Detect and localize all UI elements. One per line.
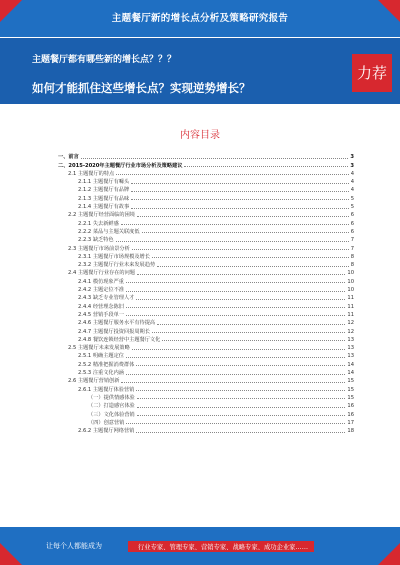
report-footer-band: [0, 527, 400, 565]
toc-entry-title: 2.5.1 明确主题定位: [78, 353, 124, 360]
toc-leader-dots: [126, 290, 345, 292]
toc-entry[interactable]: [58, 193, 354, 201]
toc-entry-title: 2.4.8 餐饮连锁经营中主题餐厅文化: [78, 336, 161, 343]
toc-entry[interactable]: [58, 243, 354, 251]
toc-heading: 内容目录: [180, 130, 220, 141]
toc-leader-dots: [131, 190, 349, 192]
corner-decoration: [0, 0, 22, 22]
toc-entry[interactable]: [58, 293, 354, 301]
toc-entry[interactable]: [58, 185, 354, 193]
toc-entry[interactable]: [58, 401, 354, 409]
toc-entry-title: 2.1.2 主题餐厅有品牌: [78, 187, 130, 194]
toc-entry[interactable]: [58, 310, 354, 318]
toc-entry-page: 10: [347, 270, 354, 277]
toc-entry[interactable]: [58, 409, 354, 417]
toc-entry-title: 2.4.1 模仿现象严重: [78, 278, 124, 285]
toc-leader-dots: [131, 198, 349, 200]
toc-entry[interactable]: [58, 335, 354, 343]
toc-entry-title: 一、前言: [58, 154, 79, 161]
hero-banner: [0, 38, 400, 104]
toc-entry-title: 2.5.3 注重文化内涵: [78, 370, 124, 377]
toc-entry-page: 4: [350, 187, 354, 194]
toc-entry-page: 6: [350, 228, 354, 235]
toc-entry[interactable]: [58, 177, 354, 185]
toc-entry-title: 2.3 主题餐厅市场前景分析: [68, 245, 130, 252]
toc-entry-title: 2.3.1 主题餐厅市场规模及增长: [78, 253, 150, 260]
toc-leader-dots: [132, 248, 349, 250]
report-title: 主题餐厅新的增长点分析及策略研究报告: [111, 13, 289, 24]
toc-entry[interactable]: [58, 393, 354, 401]
hero-question-2: 如何才能抓住这些增长点？实现逆势增长？: [32, 81, 251, 95]
toc-entry-page: 6: [350, 212, 354, 219]
footer-tagline: 行业专家、管理专家、营销专家、战略专家、成功企业家……: [128, 541, 314, 552]
toc-entry[interactable]: [58, 276, 354, 284]
toc-entry-page: 6: [350, 220, 354, 227]
toc-entry[interactable]: [58, 351, 354, 359]
toc-entry-page: 16: [347, 403, 354, 410]
toc-entry[interactable]: [58, 202, 354, 210]
toc-leader-dots: [137, 406, 346, 408]
toc-entry-page: 11: [347, 303, 354, 310]
toc-leader-dots: [136, 389, 345, 391]
toc-entry[interactable]: [58, 210, 354, 218]
toc-leader-dots: [136, 431, 345, 433]
toc-entry-page: 11: [347, 295, 354, 302]
toc-entry[interactable]: [58, 218, 354, 226]
toc-leader-dots: [137, 397, 346, 399]
toc-entry-page: 8: [350, 253, 354, 260]
toc-entry-title: 2.2.3 缺乏特色: [78, 237, 114, 244]
toc-entry-title: （三）文化体验营销: [88, 411, 135, 418]
toc-leader-dots: [137, 414, 346, 416]
toc-entry-title: （一）提供情感体验: [88, 394, 135, 401]
toc-leader-dots: [121, 381, 345, 383]
toc-leader-dots: [157, 323, 345, 325]
toc-entry[interactable]: [58, 268, 354, 276]
toc-entry-page: 18: [347, 428, 354, 435]
toc-leader-dots: [131, 207, 349, 209]
toc-leader-dots: [137, 273, 345, 275]
report-header-band: [0, 0, 400, 37]
toc-entry[interactable]: [58, 359, 354, 367]
toc-entry-title: 2.4 主题餐厅行业存在的问题: [68, 270, 135, 277]
toc-entry-page: 4: [350, 170, 354, 177]
toc-entry[interactable]: [58, 326, 354, 334]
toc-entry[interactable]: [58, 169, 354, 177]
toc-entry-title: 2.1.3 主题餐厅有品味: [78, 195, 130, 202]
toc-leader-dots: [126, 422, 345, 424]
toc-entry[interactable]: [58, 252, 354, 260]
toc-entry-page: 8: [350, 262, 354, 269]
toc-entry-page: 10: [347, 278, 354, 285]
toc-entry-page: 12: [347, 328, 354, 335]
toc-entry-title: （二）打造感官体验: [88, 403, 135, 410]
toc-leader-dots: [136, 298, 345, 300]
toc-entry-title: 2.4.2 主题定位不准: [78, 287, 124, 294]
toc-entry[interactable]: [58, 418, 354, 426]
toc-entry[interactable]: [58, 227, 354, 235]
toc-entry-title: 2.6.2 主题餐厅网络营销: [78, 428, 135, 435]
toc-entry[interactable]: [58, 260, 354, 268]
toc-entry-title: 2.2.1 失去新鲜感: [78, 220, 119, 227]
corner-decoration: [378, 0, 400, 22]
toc-entry-title: 2.4.6 主题餐厅服务水平有待提高: [78, 320, 156, 327]
toc-entry-title: 2.5.2 精准把握消费群体: [78, 361, 135, 368]
toc-entry[interactable]: [58, 235, 354, 243]
footer-slogan: 让每个人都能成为: [46, 542, 102, 550]
toc-entry-page: 16: [347, 411, 354, 418]
toc-entry-page: 7: [350, 245, 354, 252]
toc-entry-page: 3: [350, 154, 354, 161]
toc-leader-dots: [132, 348, 346, 350]
toc-entry-title: 2.1.4 主题餐厅有故事: [78, 204, 130, 211]
toc-leader-dots: [184, 165, 348, 167]
toc-entry-title: 2.5 主题餐厅未来发展策略: [68, 345, 130, 352]
toc-leader-dots: [126, 306, 345, 308]
toc-leader-dots: [126, 373, 345, 375]
toc-entry-page: 4: [350, 179, 354, 186]
toc-leader-dots: [116, 240, 349, 242]
toc-entry-page: 13: [347, 353, 354, 360]
toc-entry-title: 2.2 主题餐厅经营面临的困境: [68, 212, 135, 219]
toc-entry[interactable]: [58, 376, 354, 384]
toc-entry-title: 2.1 主题餐厅的特点: [68, 170, 115, 177]
toc-leader-dots: [142, 231, 349, 233]
toc-leader-dots: [136, 364, 345, 366]
toc-entry-title: 2.6.1 主题餐厅体验营销: [78, 386, 135, 393]
toc-entry-page: 17: [347, 419, 354, 426]
toc-leader-dots: [152, 331, 345, 333]
toc-entry-page: 13: [347, 345, 354, 352]
toc-entry-page: 7: [350, 237, 354, 244]
toc-entry-title: 二、2015-2020年主题餐厅行业市场分析及策略建议: [58, 162, 183, 169]
toc-entry-title: 2.4.7 主题餐厅投资回报周期长: [78, 328, 150, 335]
toc-leader-dots: [121, 223, 349, 225]
hero-question-1: 主题餐厅都有哪些新的增长点？？？: [32, 55, 177, 65]
toc-entry-title: 2.4.4 经营理念陈旧: [78, 303, 124, 310]
corner-decoration: [378, 543, 400, 565]
toc-entry[interactable]: [58, 343, 354, 351]
toc-entry[interactable]: [58, 368, 354, 376]
toc-entry[interactable]: [58, 301, 354, 309]
toc-leader-dots: [162, 339, 345, 341]
toc-entry-page: 10: [347, 287, 354, 294]
table-of-contents: [58, 152, 354, 434]
recommend-badge: 力荐: [352, 54, 392, 92]
toc-entry-page: 12: [347, 320, 354, 327]
corner-decoration: [0, 543, 22, 565]
toc-entry-page: 5: [350, 204, 354, 211]
toc-leader-dots: [152, 256, 349, 258]
toc-entry[interactable]: [58, 152, 354, 160]
toc-entry-title: 2.4.3 缺乏专业管理人才: [78, 295, 135, 302]
toc-entry-title: 2.3.2 主题餐厅行业未来发展趋势: [78, 262, 156, 269]
toc-leader-dots: [116, 173, 348, 175]
toc-entry-page: 5: [350, 195, 354, 202]
toc-entry-title: （四）创意营销: [88, 419, 125, 426]
toc-entry-page: 14: [347, 361, 354, 368]
toc-entry-page: 15: [347, 394, 354, 401]
toc-entry-page: 3: [350, 162, 354, 169]
toc-entry[interactable]: [58, 384, 354, 392]
toc-entry-page: 11: [347, 311, 354, 318]
toc-leader-dots: [137, 215, 349, 217]
toc-entry[interactable]: [58, 285, 354, 293]
toc-entry-page: 13: [347, 336, 354, 343]
toc-entry[interactable]: [58, 426, 354, 434]
toc-entry[interactable]: [58, 318, 354, 326]
toc-leader-dots: [126, 314, 345, 316]
toc-entry-title: 2.6 主题餐厅营销创新: [68, 378, 120, 385]
toc-leader-dots: [157, 265, 349, 267]
toc-entry-title: 2.1.1 主题餐厅有噱头: [78, 179, 130, 186]
toc-leader-dots: [131, 182, 349, 184]
toc-entry-title: 2.2.2 菜品与主题关联度低: [78, 228, 140, 235]
toc-entry-page: 14: [347, 370, 354, 377]
toc-leader-dots: [81, 157, 349, 159]
toc-entry-page: 15: [347, 378, 354, 385]
toc-entry-title: 2.4.5 营销手段单一: [78, 311, 124, 318]
toc-leader-dots: [126, 356, 345, 358]
toc-entry[interactable]: [58, 160, 354, 168]
toc-entry-page: 15: [347, 386, 354, 393]
toc-leader-dots: [126, 281, 345, 283]
